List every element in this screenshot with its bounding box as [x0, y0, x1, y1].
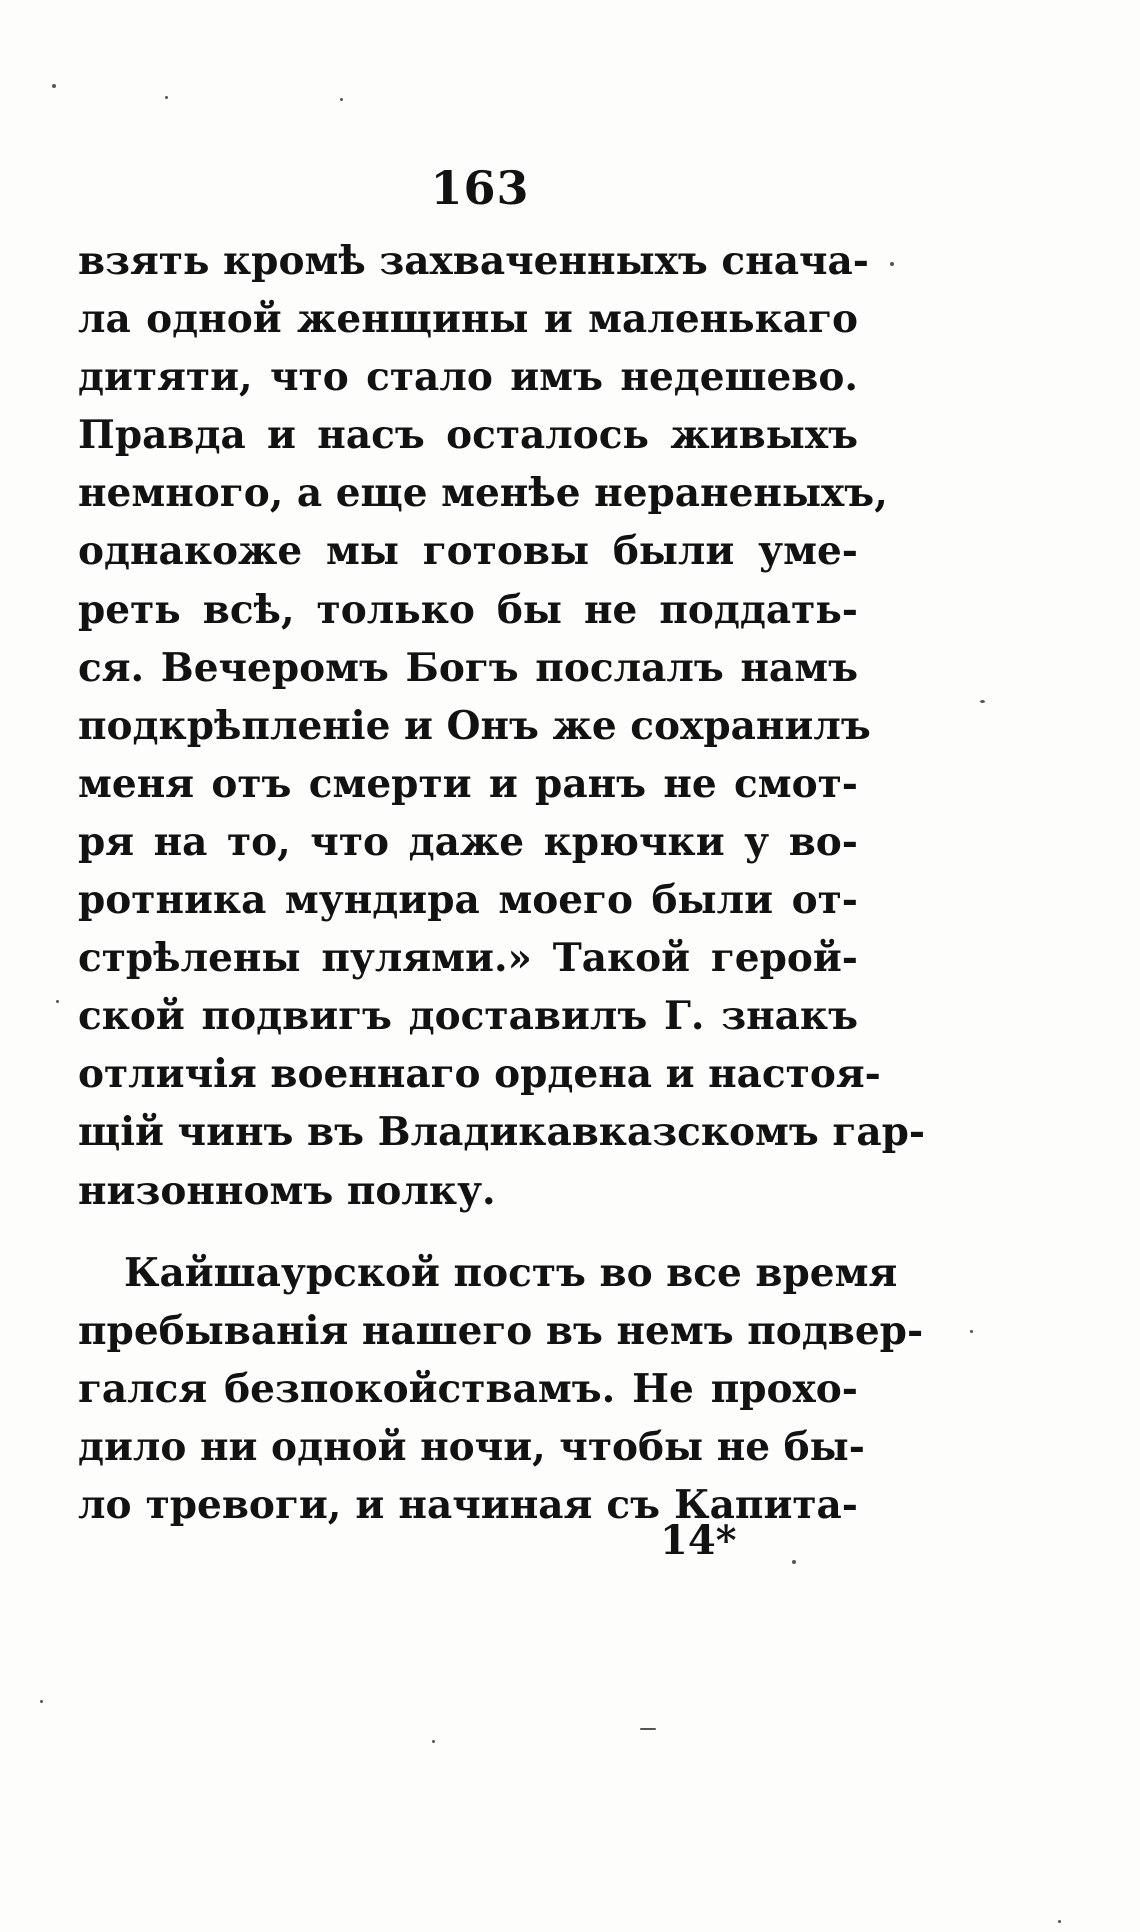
paper-speck: [970, 1330, 973, 1333]
text-line: взять кромѣ захваченныхъ снача-: [78, 238, 869, 284]
text-line: низонномъ полку.: [78, 1167, 496, 1214]
body-text: [78, 232, 926, 1534]
text-line: гался безпокойствамъ. Не прохо-: [78, 1365, 858, 1412]
paper-speck: [432, 1740, 435, 1743]
text-line: меня отъ смерти и ранъ не смот-: [78, 760, 858, 807]
paragraph-1: [78, 232, 926, 1220]
text-line: стрѣлены пулями.» Такой герой-: [78, 935, 858, 982]
text-line: Правда и насъ осталось живыхъ: [78, 412, 858, 459]
text-line: однакоже мы готовы были уме-: [78, 528, 858, 575]
text-line: пребыванія нашего въ немъ подвер-: [78, 1307, 924, 1354]
text-line: дило ни одной ночи, чтобы не бы-: [78, 1423, 865, 1470]
paper-speck: [56, 1000, 59, 1003]
paragraph-2: [78, 1244, 924, 1534]
text-line: дитяти, что стало имъ недешево.: [78, 354, 858, 401]
text-line: ской подвигъ доставилъ Г. знакъ: [78, 993, 858, 1040]
text-line: ря на то, что даже крючки у во-: [78, 818, 858, 865]
paper-speck: [640, 1728, 656, 1730]
text-line: щій чинъ въ Владикавказскомъ гар-: [78, 1109, 926, 1156]
paper-speck: [890, 262, 894, 266]
text-line: ло тревоги, и начиная съ Капита-: [78, 1481, 858, 1528]
paper-speck: [52, 84, 56, 88]
text-line: ла одной женщины и маленькаго: [78, 296, 858, 343]
page-number: 163: [430, 161, 530, 215]
text-line: подкрѣпленіе и Онъ же сохранилъ: [78, 702, 871, 749]
paper-speck: [980, 700, 985, 703]
text-line: отличія военнаго ордена и настоя-: [78, 1051, 881, 1098]
text-line: немного, а еще менѣе нераненыхъ,: [78, 470, 888, 517]
text-line: ротника мундира моего были от-: [78, 877, 858, 924]
paper-speck: [792, 1560, 796, 1564]
paper-speck: [340, 98, 343, 101]
text-line: ся. Вечеромъ Богъ послалъ намъ: [78, 644, 858, 691]
text-line: Кайшаурской постъ во все время: [124, 1249, 898, 1296]
paper-speck: [40, 1700, 43, 1703]
signature-mark: 14*: [660, 1517, 737, 1564]
paper-speck: [165, 96, 168, 99]
paper-speck: [1058, 1920, 1061, 1923]
text-line: реть всѣ, только бы не поддать-: [78, 586, 858, 633]
paragraph-gap: [78, 1220, 858, 1244]
